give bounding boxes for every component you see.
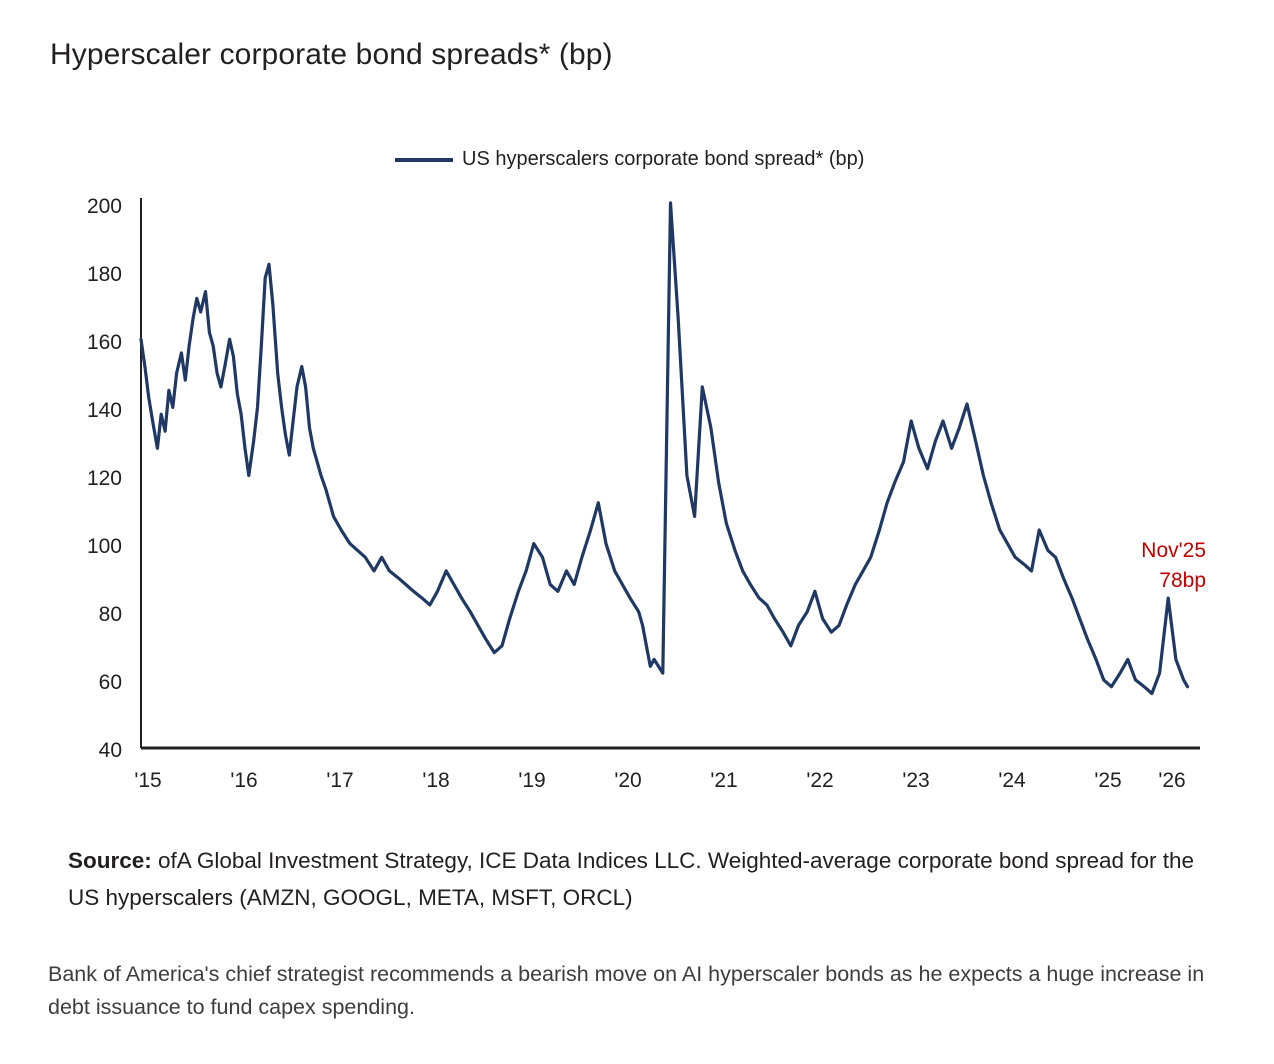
caption-text: Bank of America's chief strategist recommends a bearish move on AI hyperscaler bonds as he expects a huge increase in debt issuance to fund capex spending. xyxy=(48,962,1205,1020)
source-text: ofA Global Investment Strategy, ICE Data Indices LLC. Weighted-average corporate bond spread for the US hyperscalers (AMZN, GOOGL, META, MSFT, ORCL) xyxy=(68,848,1195,911)
legend-label-series: US hyperscalers corporate bond spread* (bp) xyxy=(462,148,865,170)
svg-text:'21: '21 xyxy=(710,769,738,792)
svg-text:100: 100 xyxy=(86,535,122,558)
svg-text:'17: '17 xyxy=(326,769,354,792)
svg-text:140: 140 xyxy=(86,399,122,422)
svg-text:'26: '26 xyxy=(1158,769,1186,792)
svg-text:'18: '18 xyxy=(422,769,450,792)
svg-text:'16: '16 xyxy=(230,769,258,792)
svg-text:80: 80 xyxy=(98,603,122,626)
x-axis-labels xyxy=(134,769,1185,792)
annotation-date: Nov'25 xyxy=(1141,539,1206,562)
svg-text:'20: '20 xyxy=(614,769,642,792)
svg-text:40: 40 xyxy=(98,739,122,762)
svg-text:'22: '22 xyxy=(806,769,834,792)
svg-text:120: 120 xyxy=(86,467,122,490)
svg-text:'15: '15 xyxy=(134,769,162,792)
svg-text:180: 180 xyxy=(86,263,122,286)
svg-text:'24: '24 xyxy=(998,769,1026,792)
source-label: Source: xyxy=(68,848,152,873)
page-title: Hyperscaler corporate bond spreads* (bp) xyxy=(50,38,613,71)
last-value-annotation xyxy=(1141,536,1206,597)
series-line xyxy=(141,203,1188,694)
y-axis-labels xyxy=(87,195,122,762)
svg-text:'25: '25 xyxy=(1094,769,1122,792)
svg-text:200: 200 xyxy=(86,195,122,218)
svg-text:'23: '23 xyxy=(902,769,930,792)
annotation-value: 78bp xyxy=(1159,569,1206,593)
source-note xyxy=(68,842,1228,916)
svg-text:160: 160 xyxy=(86,331,122,354)
svg-text:60: 60 xyxy=(98,671,122,694)
svg-text:'19: '19 xyxy=(518,769,546,792)
